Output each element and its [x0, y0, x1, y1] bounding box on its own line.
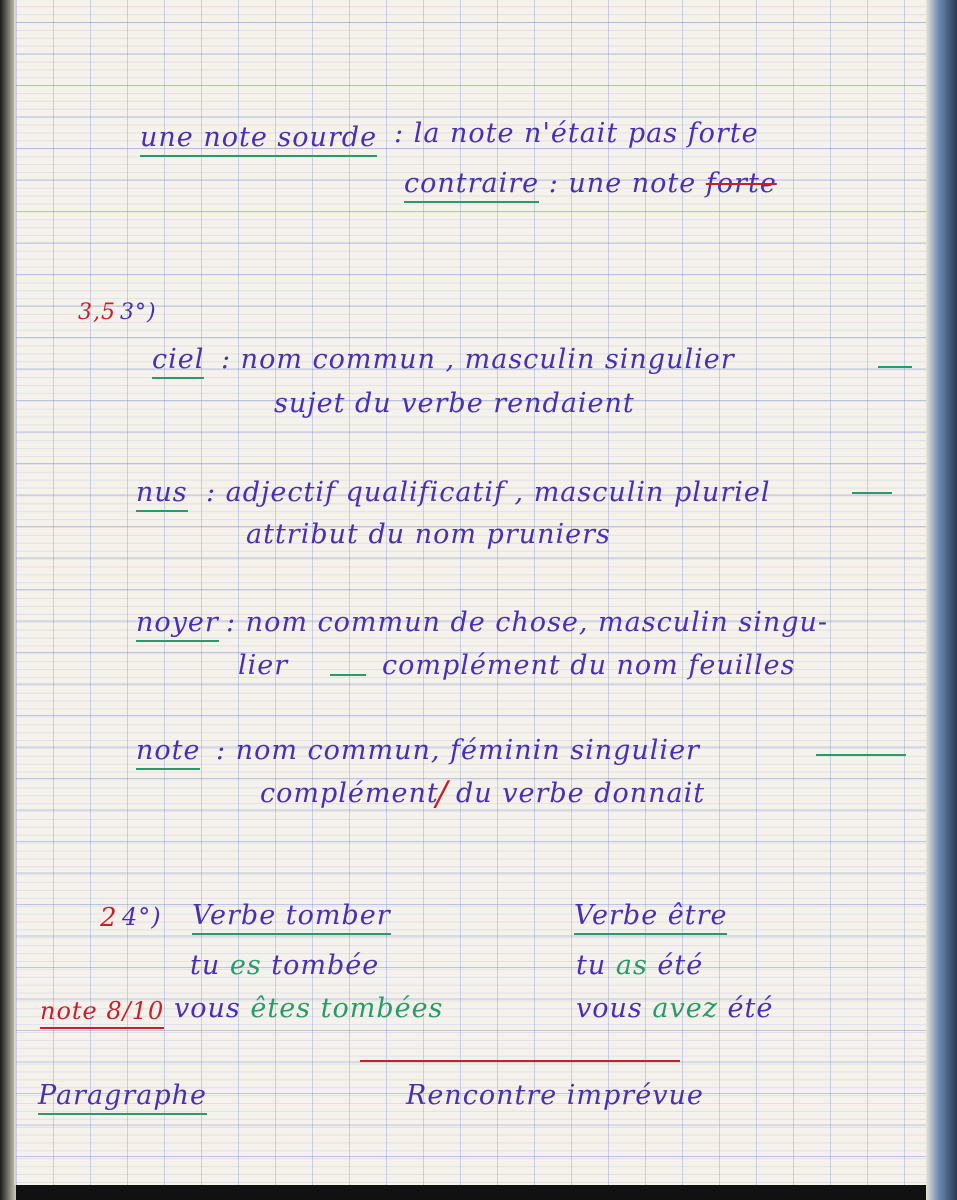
page-edge — [926, 0, 957, 1200]
paragraph-label: Paragraphe — [38, 1080, 207, 1111]
ciel-analysis: : nom commun , masculin singulier — [221, 344, 735, 375]
term-nus: nus — [136, 477, 188, 508]
verb-tomber-line-1: tu es tombée — [190, 950, 380, 981]
verb-etre-line-2: vous avez été — [576, 993, 774, 1024]
score-q4: 2 — [100, 903, 118, 933]
definition-line-1: : la note n'était pas forte — [394, 118, 759, 149]
ciel-function: sujet du verbe rendaient — [274, 388, 635, 419]
contraire-line: contraire : une note forte — [404, 168, 777, 199]
verb-tomber-line-2: vous êtes tombées — [174, 993, 444, 1024]
verb-tomber-title: Verbe tomber — [192, 900, 391, 931]
correction-mark: / — [436, 774, 449, 814]
term-note: note — [136, 735, 200, 766]
term-ciel: ciel — [152, 344, 204, 375]
verb-etre-title: Verbe être — [574, 900, 727, 931]
dash-mark — [852, 492, 892, 494]
nus-function: attribut du nom pruniers — [246, 519, 611, 550]
grade: note 8/10 — [40, 997, 164, 1025]
dash-mark — [816, 754, 906, 756]
score-q3: 3,5 — [78, 300, 116, 325]
question-4-label: 4°) — [122, 903, 162, 931]
notebook-page — [14, 0, 928, 1185]
separator-line — [360, 1060, 680, 1062]
note-function-start: complément — [260, 778, 439, 809]
noyer-function: complément du nom feuilles — [382, 650, 796, 681]
verb-etre-line-1: tu as été — [576, 950, 704, 981]
term-une-note-sourde: une note sourde — [140, 122, 377, 153]
paragraph-title: Rencontre imprévue — [406, 1080, 704, 1111]
note-analysis: : nom commun, féminin singulier — [216, 735, 700, 766]
dash-mark — [330, 674, 366, 676]
nus-analysis: : adjectif qualificatif , masculin pluriel — [206, 477, 771, 508]
dash-mark — [878, 366, 912, 368]
term-noyer: noyer — [136, 607, 219, 638]
note-function-end: du verbe donnait — [456, 778, 706, 809]
noyer-continued: lier — [238, 650, 289, 681]
noyer-analysis: : nom commun de chose, masculin singu- — [226, 607, 829, 638]
question-3-label: 3°) — [120, 300, 157, 325]
